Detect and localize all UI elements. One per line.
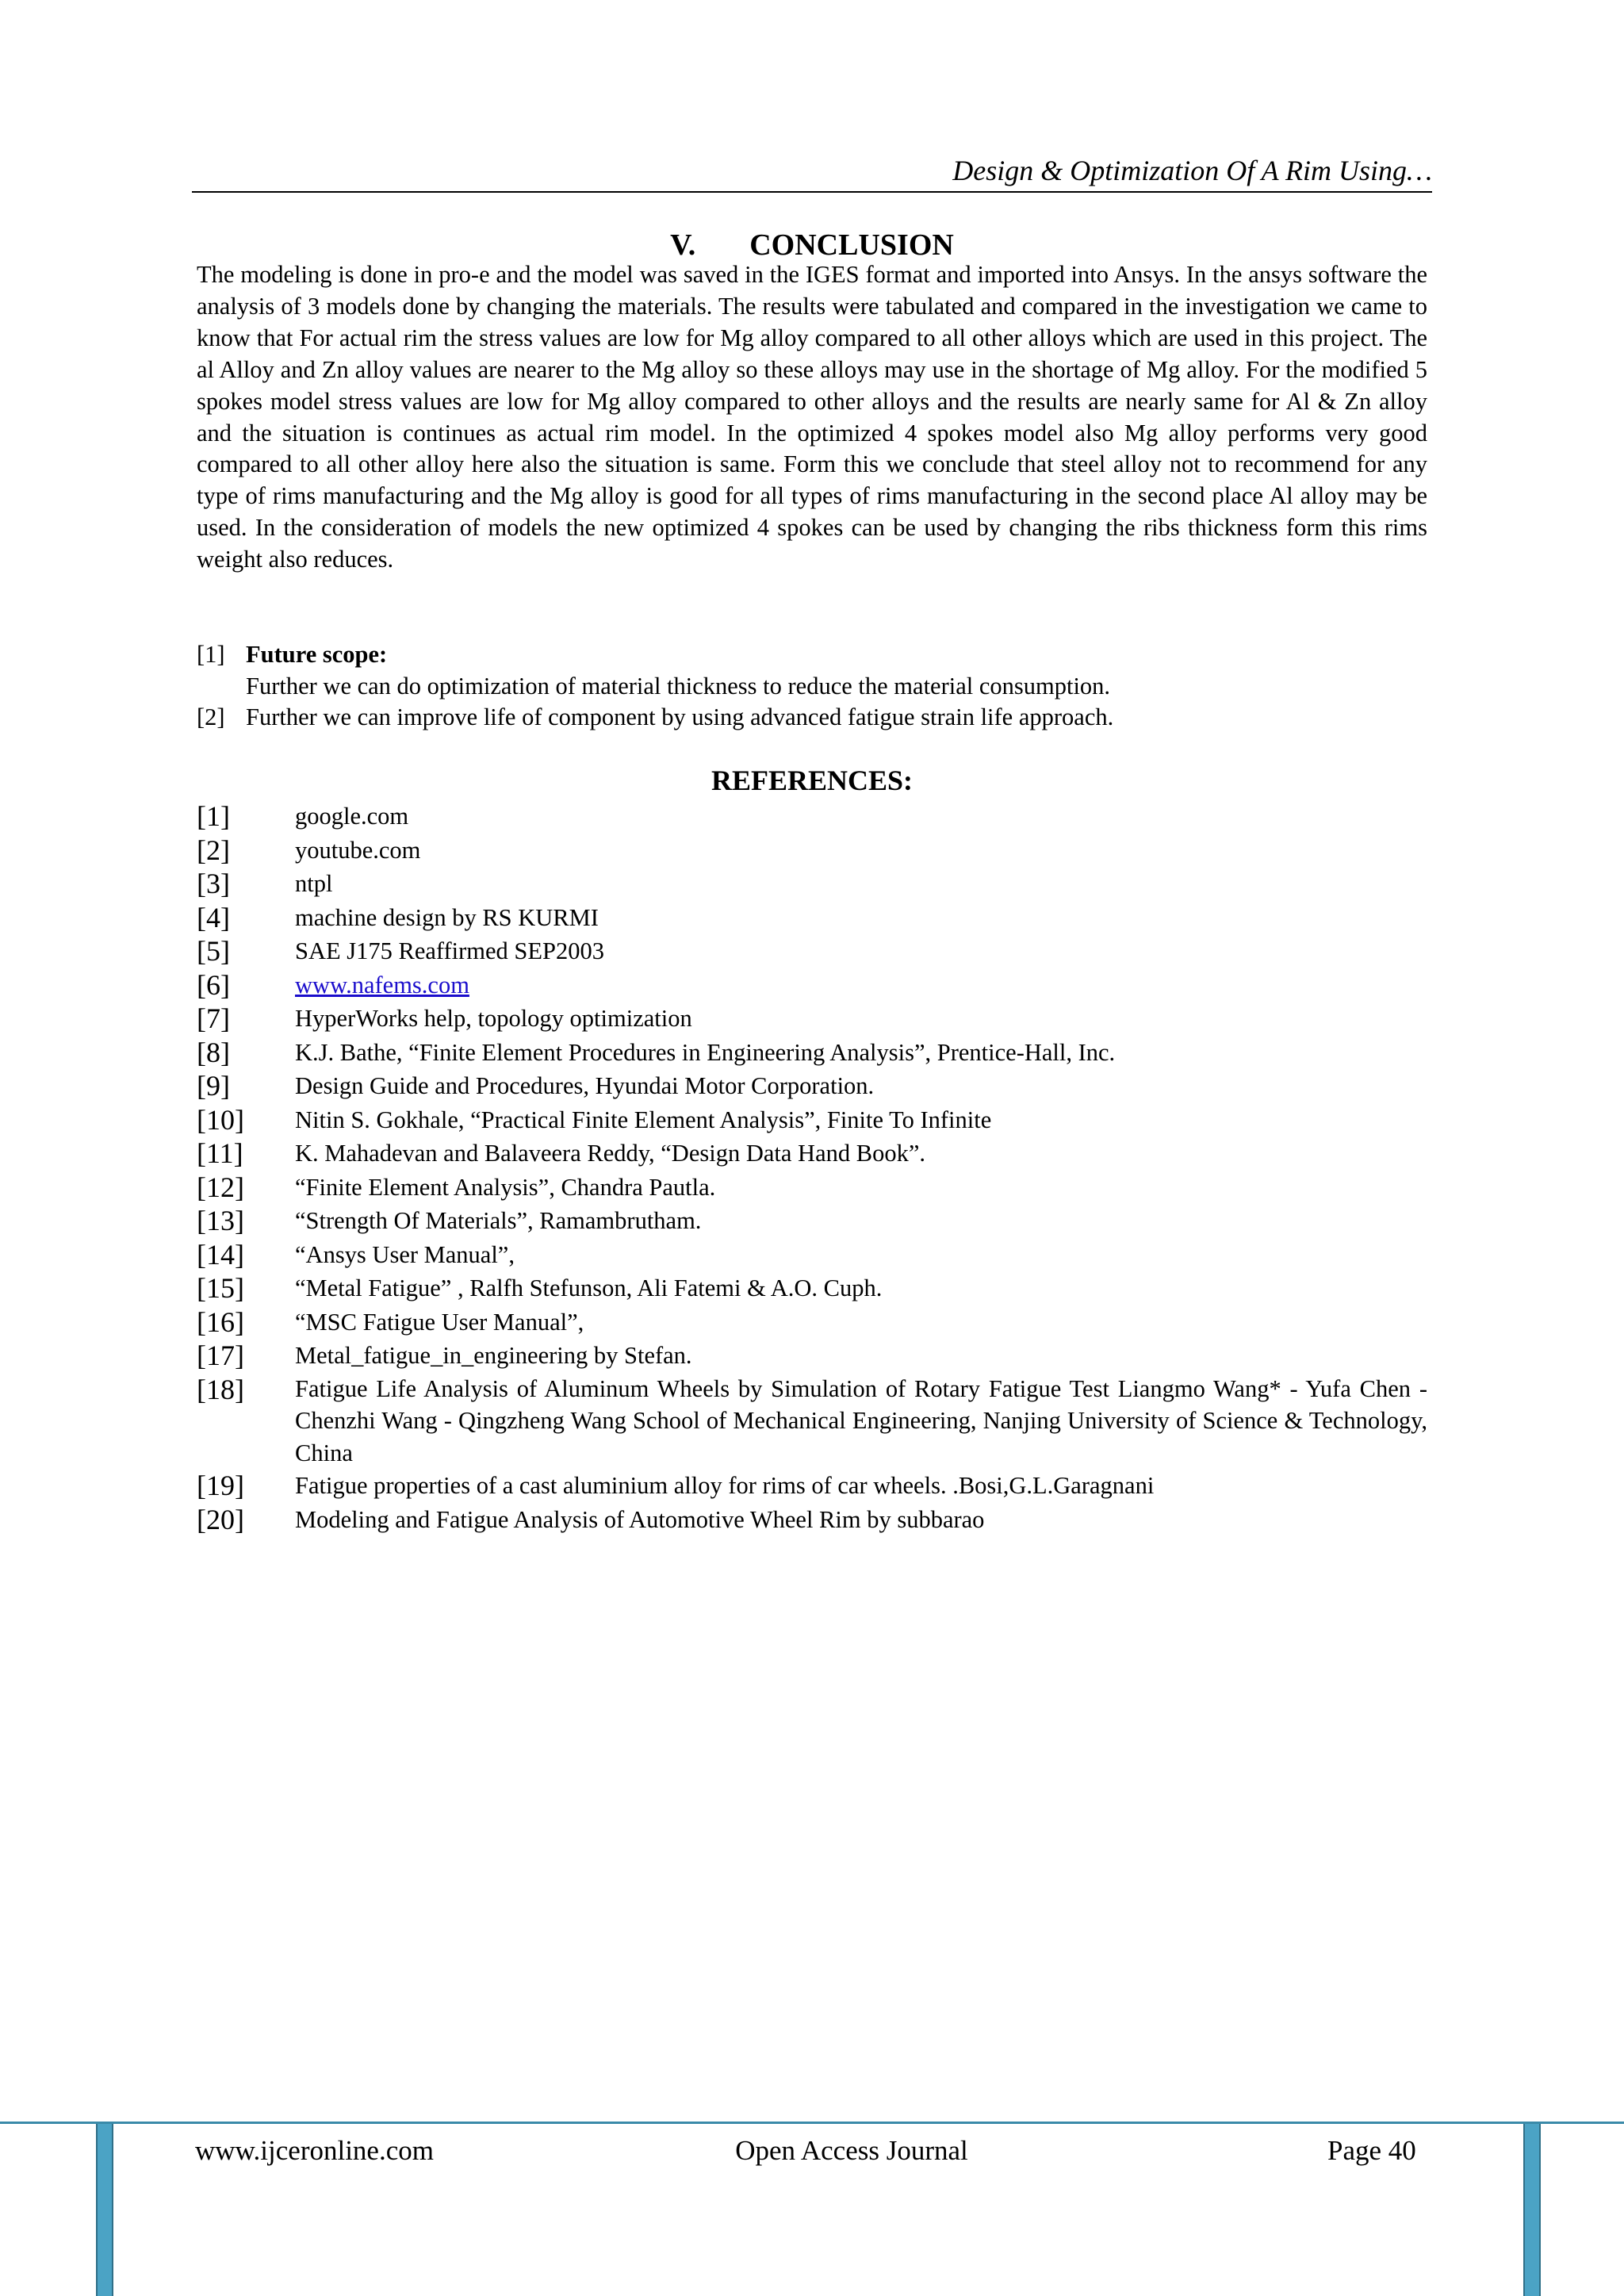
reference-item bbox=[197, 1339, 1427, 1373]
section-number: V. bbox=[670, 228, 696, 262]
reference-number: [15] bbox=[197, 1272, 244, 1304]
reference-text: Fatigue Life Analysis of Aluminum Wheels by Simulation of Rotary Fatigue Test Liangmo Wang* - Yufa Chen - Chenzhi Wang - Qingzheng Wang School of Mechanical Engineering, Nanjing University of Science & Technology, China bbox=[295, 1374, 1427, 1466]
reference-text: “Ansys User Manual”, bbox=[295, 1240, 515, 1268]
reference-item bbox=[197, 1171, 1427, 1205]
reference-item bbox=[197, 901, 1427, 935]
reference-text: “Finite Element Analysis”, Chandra Pautla. bbox=[295, 1173, 716, 1201]
reference-item bbox=[197, 1503, 1427, 1537]
reference-number: [14] bbox=[197, 1238, 244, 1271]
footer-website: www.ijceronline.com bbox=[195, 2135, 434, 2166]
reference-item bbox=[197, 867, 1427, 901]
future-scope-text: Further we can improve life of component by using advanced fatigue strain life approach. bbox=[246, 703, 1114, 730]
reference-number: [3] bbox=[197, 868, 230, 899]
reference-item bbox=[197, 799, 1427, 834]
reference-text: “Strength Of Materials”, Ramambrutham. bbox=[295, 1207, 702, 1234]
future-scope-item-1 bbox=[197, 639, 1427, 702]
footer-rule bbox=[0, 2122, 1624, 2124]
reference-list bbox=[197, 799, 1427, 1536]
reference-item bbox=[197, 1469, 1427, 1503]
reference-text: Design Guide and Procedures, Hyundai Motor Corporation. bbox=[295, 1072, 875, 1099]
reference-number: [4] bbox=[197, 901, 230, 933]
reference-number: [20] bbox=[197, 1503, 244, 1535]
reference-number: [18] bbox=[197, 1373, 244, 1405]
reference-number: [19] bbox=[197, 1470, 244, 1501]
reference-number: [17] bbox=[197, 1340, 244, 1371]
reference-text: “Metal Fatigue” , Ralfh Stefunson, Ali Fatemi & A.O. Cuph. bbox=[295, 1274, 883, 1301]
reference-text: youtube.com bbox=[295, 836, 421, 864]
reference-number: [11] bbox=[197, 1137, 243, 1169]
footer-journal: Open Access Journal bbox=[735, 2135, 968, 2166]
header-rule bbox=[192, 191, 1432, 193]
section-title: CONCLUSION bbox=[749, 228, 954, 262]
reference-item bbox=[197, 1103, 1427, 1137]
reference-text: Fatigue properties of a cast aluminium alloy for rims of car wheels. .Bosi,G.L.Garagnani bbox=[295, 1472, 1155, 1499]
reference-text: SAE J175 Reaffirmed SEP2003 bbox=[295, 937, 604, 964]
reference-text: Nitin S. Gokhale, “Practical Finite Element Analysis”, Finite To Infinite bbox=[295, 1106, 992, 1133]
reference-text: Metal_fatigue_in_engineering by Stefan. bbox=[295, 1342, 692, 1369]
future-scope-item-2 bbox=[197, 702, 1427, 734]
reference-text: google.com bbox=[295, 803, 409, 830]
reference-number: [9] bbox=[197, 1070, 230, 1102]
conclusion-heading bbox=[192, 227, 1432, 263]
running-header: Design & Optimization Of A Rim Using… bbox=[952, 155, 1432, 186]
reference-number: [7] bbox=[197, 1002, 230, 1034]
reference-item bbox=[197, 1069, 1427, 1103]
reference-number: [1] bbox=[197, 800, 230, 832]
references-heading: REFERENCES: bbox=[710, 765, 914, 796]
reference-item bbox=[197, 834, 1427, 868]
reference-item bbox=[197, 934, 1427, 968]
reference-number: [12] bbox=[197, 1171, 244, 1203]
reference-item bbox=[197, 1238, 1427, 1272]
reference-text: “MSC Fatigue User Manual”, bbox=[295, 1308, 584, 1336]
reference-item bbox=[197, 1373, 1427, 1470]
reference-number: [6] bbox=[197, 968, 230, 1001]
reference-text: K.J. Bathe, “Finite Element Procedures in Engineering Analysis”, Prentice-Hall, Inc. bbox=[295, 1038, 1116, 1066]
reference-item bbox=[197, 1036, 1427, 1070]
reference-text: K. Mahadevan and Balaveera Reddy, “Design Data Hand Book”. bbox=[295, 1140, 925, 1167]
reference-number: [13] bbox=[197, 1205, 244, 1236]
reference-number: [10] bbox=[197, 1103, 244, 1136]
future-scope-heading: Future scope: bbox=[246, 641, 388, 668]
footer-page-number: Page 40 bbox=[1327, 2135, 1416, 2166]
future-scope-number: [1] bbox=[197, 641, 225, 668]
reference-item bbox=[197, 1002, 1427, 1036]
reference-text: ntpl bbox=[295, 870, 333, 897]
reference-text: machine design by RS KURMI bbox=[295, 903, 599, 931]
reference-link[interactable]: www.nafems.com bbox=[295, 971, 469, 999]
reference-item bbox=[197, 1204, 1427, 1238]
future-scope-number: [2] bbox=[197, 703, 225, 730]
reference-item bbox=[197, 1305, 1427, 1340]
reference-item bbox=[197, 968, 1427, 1002]
reference-number: [5] bbox=[197, 935, 230, 967]
reference-item bbox=[197, 1137, 1427, 1171]
future-scope-text: Further we can do optimization of material thickness to reduce the material consumption. bbox=[246, 672, 1111, 700]
reference-number: [2] bbox=[197, 834, 230, 866]
reference-text: HyperWorks help, topology optimization bbox=[295, 1005, 692, 1032]
reference-number: [16] bbox=[197, 1305, 244, 1338]
reference-text: Modeling and Fatigue Analysis of Automotive Wheel Rim by subbarao bbox=[295, 1505, 985, 1533]
reference-item bbox=[197, 1271, 1427, 1305]
future-scope-list bbox=[197, 639, 1427, 734]
reference-number: [8] bbox=[197, 1036, 230, 1068]
conclusion-paragraph: The modeling is done in pro-e and the model was saved in the IGES format and imported into Ansys. In the ansys software the analysis of 3 models done by changing the materials. The results were tabulated and compared in the investigation we came to know that For actual rim the stress values are low for Mg alloy compared to all other alloys which are used in this project. The al Alloy and Zn alloy values are nearer to the Mg alloy so these alloys may use in the shortage of Mg alloy. For the modified 5 spokes model stress values are low for Mg alloy compared to other alloys and the results are nearly same for Al & Zn alloy and the situation is continues as actual rim model. In the optimized 4 spokes model also Mg alloy performs very good compared to all other alloy here also the situation is same. Form this we conclude that steel alloy not to recommend for any type of rims manufacturing and the Mg alloy is good for all types of rims manufacturing in the second place Al alloy may be used. In the consideration of models the new optimized 4 spokes can be used by changing the ribs thickness form this rims weight also reduces. bbox=[197, 261, 1427, 573]
